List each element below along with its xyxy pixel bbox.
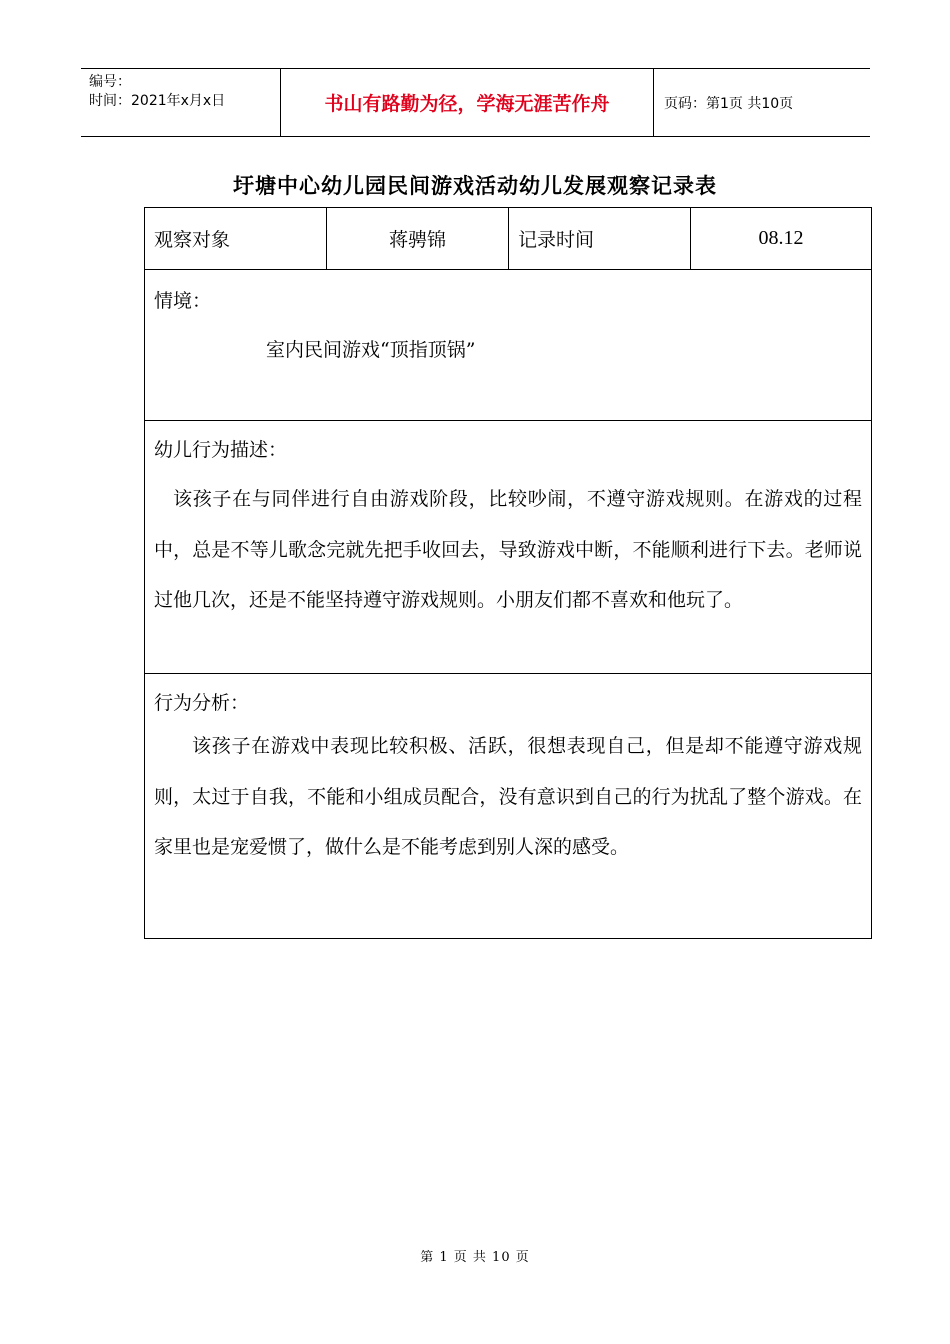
header-page-info: 页码：第1页 共10页 (664, 95, 794, 112)
analysis-text: 该孩子在游戏中表现比较积极、活跃，很想表现自己，但是却不能遵守游戏规则，太过于自我，不能和小组成员配合，没有意识到自己的行为扰乱了整个游戏。在家里也是宠爱惯了，做什么是不能考虑到别人深的感受。 (154, 735, 862, 858)
context-section (145, 270, 871, 421)
number-label: 编号： (89, 74, 131, 90)
context-label: 情境： (154, 290, 212, 312)
analysis-label: 行为分析： (154, 692, 250, 714)
analysis-section (145, 674, 871, 938)
context-text: 室内民间游戏“顶指顶锅” (266, 339, 476, 361)
subject-label: 观察对象 (145, 208, 327, 269)
behavior-section (145, 421, 871, 674)
page-footer: 第 1 页 共 10 页 (420, 1250, 530, 1265)
behavior-text: 该孩子在与同伴进行自由游戏阶段，比较吵闹，不遵守游戏规则。在游戏的过程中，总是不等儿歌念完就先把手收回去，导致游戏中断，不能顺利进行下去。老师说过他几次，还是不能坚持遵守游戏规则。小朋友们都不喜欢和他玩了。 (154, 488, 862, 611)
page-header (81, 68, 870, 137)
header-meta (81, 69, 281, 136)
behavior-label: 幼儿行为描述： (154, 439, 288, 461)
record-time-label: 记录时间 (509, 208, 691, 269)
info-row (145, 208, 871, 270)
record-time-value: 08.12 (758, 227, 804, 249)
header-motto: 书山有路勤为径，学海无涯苦作舟 (281, 69, 654, 136)
observation-table (144, 207, 872, 939)
document-title: 圩塘中心幼儿园民间游戏活动幼儿发展观察记录表 (233, 174, 717, 198)
time-label: 时间：2021年x月x日 (89, 93, 226, 109)
subject-value: 蒋骋锦 (327, 208, 509, 269)
